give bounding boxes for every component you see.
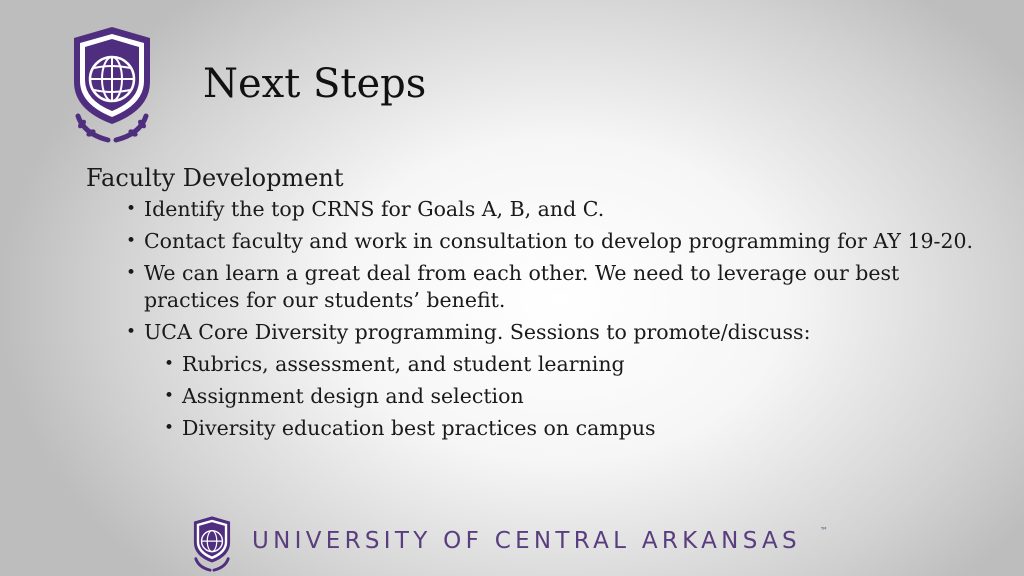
university-crest-icon	[190, 515, 234, 573]
bullet-list	[86, 196, 986, 442]
list-item: • Identify the top CRNS for Goals A, B, and C.	[144, 196, 986, 223]
list-item: • Contact faculty and work in consultation to develop programming for AY 19-20.	[144, 228, 986, 255]
university-crest-icon	[66, 24, 158, 146]
university-wordmark: UNIVERSITY OF CENTRAL ARKANSAS	[252, 528, 801, 554]
list-item: • We can learn a great deal from each other. We need to leverage our best practices for our students’ benefit.	[144, 260, 986, 314]
footer	[190, 515, 850, 575]
section-heading: Faculty Development	[86, 164, 344, 192]
trademark-symbol: ™	[820, 526, 828, 535]
sub-list-item: • Assignment design and selection	[182, 383, 986, 410]
sub-list-item: • Diversity education best practices on campus	[182, 415, 986, 442]
slide-body	[86, 162, 986, 447]
list-item: • UCA Core Diversity programming. Sessions to promote/discuss:	[144, 319, 986, 346]
slide-title: Next Steps	[203, 61, 427, 107]
sub-list-item: • Rubrics, assessment, and student learning	[182, 351, 986, 378]
